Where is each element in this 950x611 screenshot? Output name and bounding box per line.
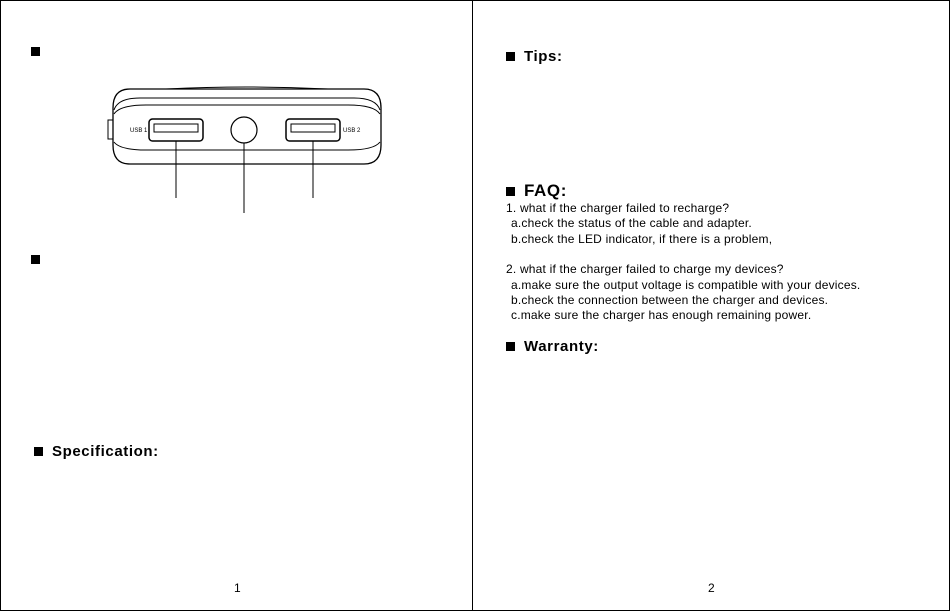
tips-heading bbox=[506, 48, 563, 65]
page-number-left: 1 bbox=[234, 581, 241, 595]
device-side-notch bbox=[108, 120, 113, 139]
bullet-square-icon bbox=[506, 52, 515, 61]
faq-heading-text: FAQ: bbox=[524, 181, 568, 200]
bullet-square-icon bbox=[34, 447, 43, 456]
usb2-port-icon bbox=[286, 119, 340, 141]
faq-answer-2b: b.check the connection between the charger and devices. bbox=[511, 293, 829, 308]
device-top-bevel-1 bbox=[114, 98, 380, 110]
faq-question-2: 2. what if the charger failed to charge my devices? bbox=[506, 262, 784, 277]
usb2-label: USB 2 bbox=[343, 128, 361, 134]
bullet-square-icon bbox=[506, 342, 515, 351]
bullet-square-icon bbox=[31, 47, 40, 56]
faq-answer-2c: c.make sure the charger has enough remaining power. bbox=[511, 308, 812, 323]
faq-answer-2a: a.make sure the output voltage is compatible with your devices. bbox=[511, 277, 861, 292]
tips-heading-text: Tips: bbox=[524, 48, 563, 65]
faq-answer-1a: a.check the status of the cable and adapter. bbox=[511, 216, 752, 231]
faq-answer-1b: b.check the LED indicator, if there is a problem, bbox=[511, 231, 773, 246]
faq-spacer bbox=[506, 247, 860, 262]
warranty-heading-text: Warranty: bbox=[524, 338, 599, 355]
power-button-icon bbox=[231, 117, 257, 143]
bullet-square-icon bbox=[31, 255, 40, 264]
device-top-bevel-2 bbox=[114, 105, 380, 114]
warranty-heading bbox=[506, 338, 599, 355]
faq-heading bbox=[506, 181, 567, 201]
specification-heading-text: Specification: bbox=[52, 443, 159, 460]
power-bank-diagram bbox=[106, 86, 396, 216]
usb1-port-icon bbox=[149, 119, 203, 141]
faq-question-1: 1. what if the charger failed to recharge? bbox=[506, 201, 730, 215]
specification-heading bbox=[34, 443, 159, 460]
bullet-square-icon bbox=[506, 187, 515, 196]
usb1-label: USB 1 bbox=[130, 128, 148, 134]
faq-body bbox=[506, 201, 860, 324]
page-number-right: 2 bbox=[708, 581, 715, 595]
page-divider bbox=[472, 1, 473, 611]
